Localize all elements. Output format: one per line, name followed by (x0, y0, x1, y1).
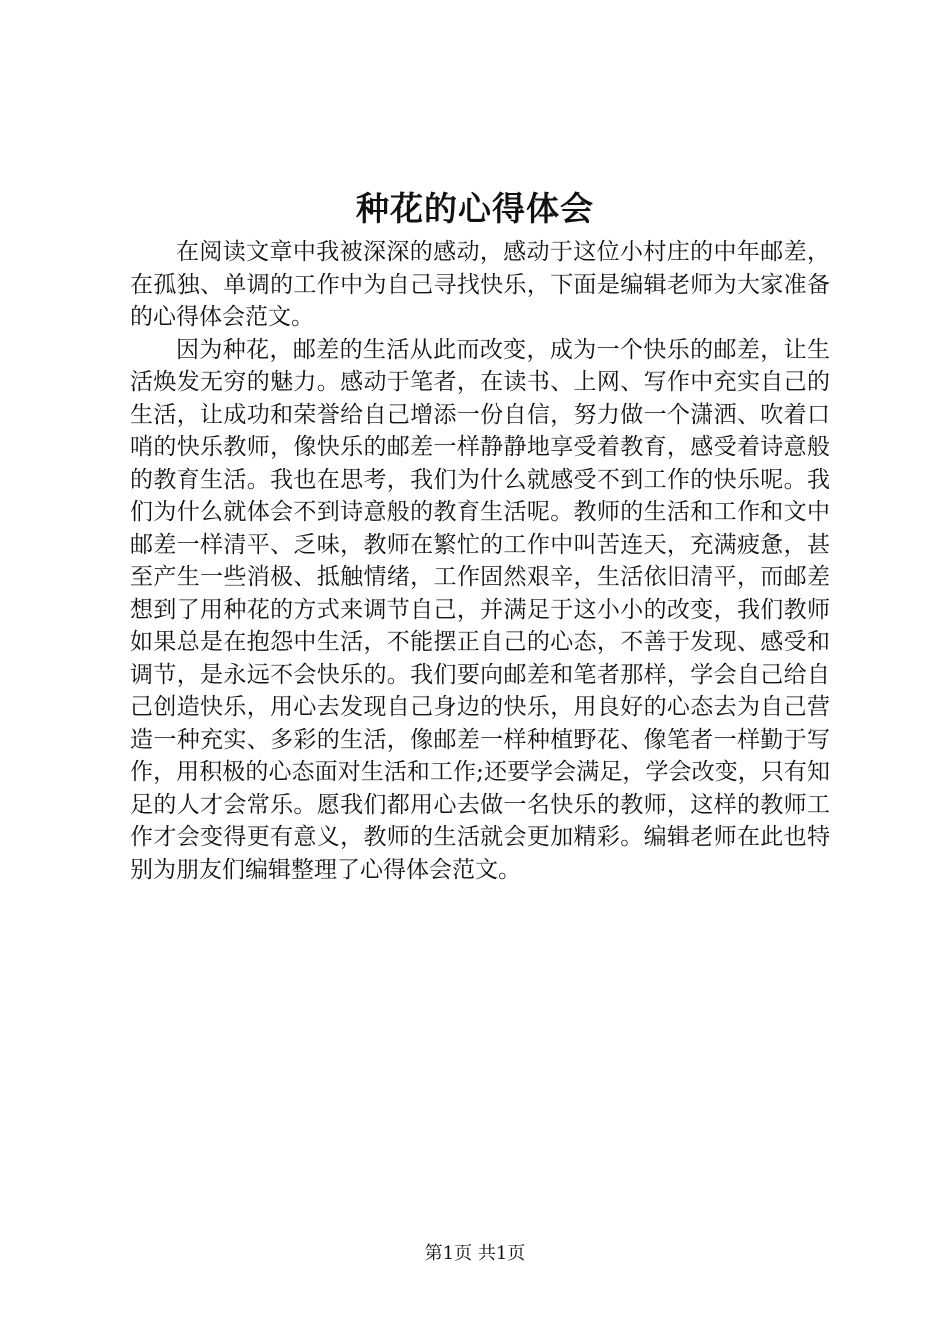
paragraph-intro: 在阅读文章中我被深深的感动，感动于这位小村庄的中年邮差，在孤独、单调的工作中为自己寻找快乐，下面是编辑老师为大家准备的心得体会范文。 (130, 239, 830, 330)
document-title: 种花的心得体会 (356, 189, 594, 228)
paragraph-main: 因为种花，邮差的生活从此而改变，成为一个快乐的邮差，让生活焕发无穷的魅力。感动于笔者，在读书、上网、写作中充实自己的生活，让成功和荣誉给自己增添一份自信，努力做一个潇洒、吹着口哨的快乐教师，像快乐的邮差一样静静地享受着教育，感受着诗意般的教育生活。我也在思考，我们为什么就感受不到工作的快乐呢。我们为什么就体会不到诗意般的教育生活呢。教师的生活和工作和文中邮差一样清平、乏味，教师在繁忙的工作中叫苦连天，充满疲惫，甚至产生一些消极、抵触情绪，工作固然艰辛，生活依旧清平，而邮差想到了用种花的方式来调节自己，并满足于这小小的改变，我们教师如果总是在抱怨中生活，不能摆正自己的心态，不善于发现、感受和调节，是永远不会快乐的。我们要向邮差和笔者那样，学会自己给自己创造快乐，用心去发现自己身边的快乐，用良好的心态去为自己营造一种充实、多彩的生活，像邮差一样种植野花、像笔者一样勤于写作，用积极的心态面对生活和工作;还要学会满足，学会改变，只有知足的人才会常乐。愿我们都用心去做一名快乐的教师，这样的教师工作才会变得更有意义，教师的生活就会更加精彩。编辑老师在此也特别为朋友们编辑整理了心得体会范文。 (130, 336, 830, 883)
document-body (130, 236, 830, 886)
page-number-footer: 第1页 共1页 (424, 1243, 526, 1264)
